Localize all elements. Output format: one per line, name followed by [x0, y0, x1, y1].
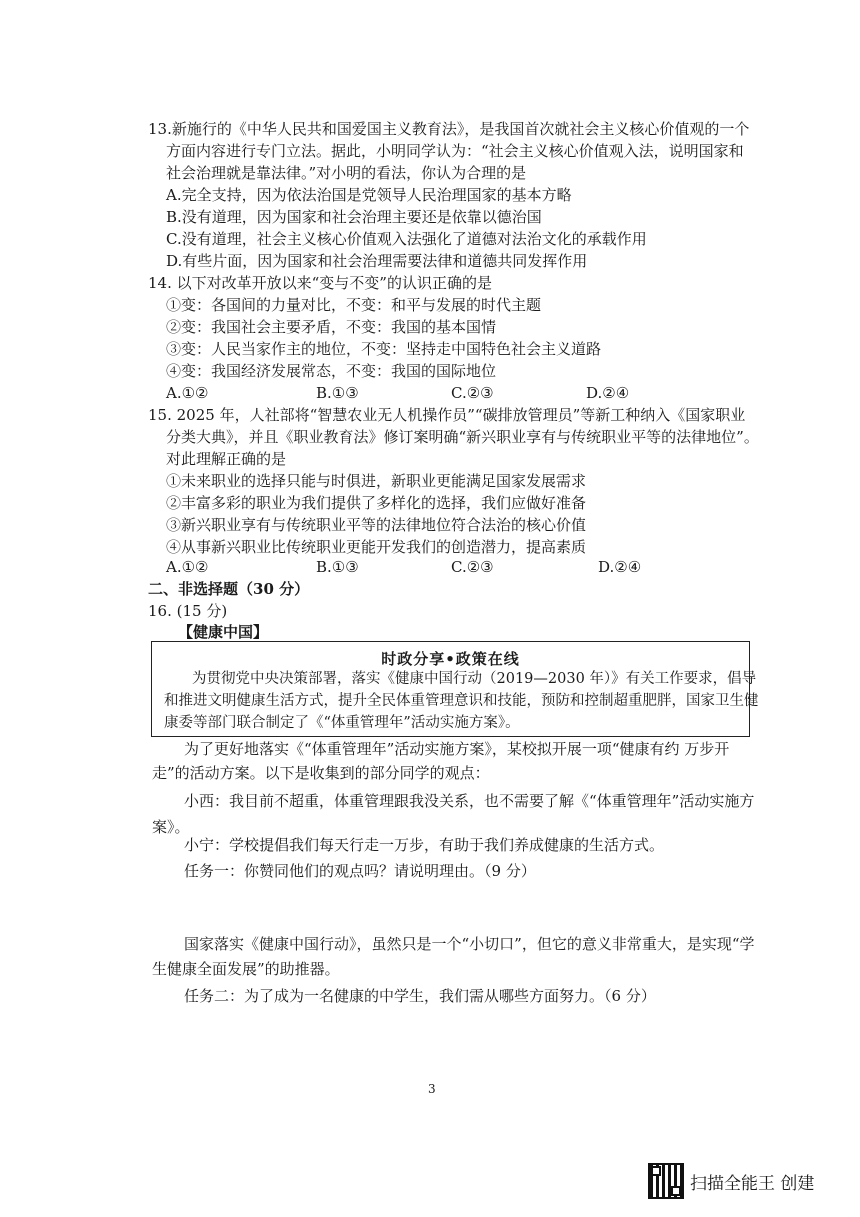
page-number: 3	[428, 1082, 436, 1096]
q14-item-3: ③变：人民当家作主的地位，不变：坚持走中国特色社会主义道路	[166, 340, 602, 358]
section-heading: 二、非选择题（30 分）	[148, 580, 310, 598]
q16-para1-line-1: 为了更好地落实《“体重管理年”活动实施方案》，某校拟开展一项“健康有约 万步开	[184, 740, 730, 758]
q13-stem-line-2: 方面内容进行专门立法。据此，小明同学认为：“社会主义核心价值观入法，说明国家和	[166, 142, 744, 160]
q13-stem-line-1: 13.新施行的《中华人民共和国爱国主义教育法》，是我国首次就社会主义核心价值观的一个	[148, 120, 750, 138]
policy-box-line-1: 为贯彻党中央决策部署，落实《健康中国行动（2019—2030 年）》有关工作要求，倡导	[192, 671, 757, 687]
q15-stem-line-1: 15. 2025 年，人社部将“智慧农业无人机操作员”“碳排放管理员”等新工种纳入《国家职业	[148, 406, 746, 424]
q15-stem-line-2: 分类大典》，并且《职业教育法》修订案明确“新兴职业享有与传统职业平等的法律地位”。	[166, 428, 759, 446]
q16-xiaoning: 小宁：学校提倡我们每天行走一万步，有助于我们养成健康的生活方式。	[184, 836, 665, 854]
q16-para2-line-1: 国家落实《健康中国行动》，虽然只是一个“小切口”，但它的意义非常重大，是实现“学	[184, 935, 755, 953]
policy-box-title: 时政分享•政策在线	[381, 650, 520, 668]
q16-para1-line-2: 走”的活动方案。以下是收集到的部分同学的观点：	[152, 764, 490, 782]
q14-option-c: C.②③	[451, 384, 494, 402]
q15-option-b: B.①③	[316, 558, 359, 576]
q16-task1: 任务一：你赞同他们的观点吗？请说明理由。（9 分）	[184, 862, 536, 880]
q16-task2: 任务二：为了成为一名健康的中学生，我们需从哪些方面努力。（6 分）	[184, 987, 656, 1005]
q15-item-4: ④从事新兴职业比传统职业更能开发我们的创造潜力，提高素质	[166, 538, 587, 556]
scanner-watermark: 扫描全能王 创建	[690, 1174, 815, 1194]
q16-heading: 【健康中国】	[178, 623, 269, 641]
q14-option-d: D.②④	[586, 384, 630, 402]
q16-xiaoxi-line-2: 案》。	[152, 818, 190, 836]
q14-option-b: B.①③	[316, 384, 359, 402]
q15-item-1: ①未来职业的选择只能与时俱进，新职业更能满足国家发展需求	[166, 472, 587, 490]
q15-stem-line-3: 对此理解正确的是	[166, 450, 287, 468]
q16-para2-line-2: 生健康全面发展”的助推器。	[152, 960, 340, 978]
policy-box	[151, 641, 759, 737]
q14-options	[166, 382, 766, 404]
q16-number: 16. (15 分)	[148, 602, 228, 620]
q14-item-4: ④变：我国经济发展常态，不变：我国的国际地位	[166, 362, 497, 380]
q13-option-a: A.完全支持，因为依法治国是党领导人民治理国家的基本方略	[166, 186, 572, 204]
q13-stem-line-3: 社会治理就是靠法律。”对小明的看法，你认为合理的是	[166, 164, 527, 182]
qr-code-icon	[648, 1163, 684, 1199]
q15-option-c: C.②③	[451, 558, 494, 576]
policy-box-line-2: 和推进文明健康生活方式，提升全民体重管理意识和技能，预防和控制超重肥胖，国家卫生健	[164, 693, 759, 709]
q15-option-a: A.①②	[166, 558, 209, 576]
q15-option-d: D.②④	[598, 558, 642, 576]
q15-item-3: ③新兴职业享有与传统职业平等的法律地位符合法治的核心价值	[166, 516, 587, 534]
q14-item-2: ②变：我国社会主要矛盾，不变：我国的基本国情	[166, 318, 497, 336]
q13-option-d: D.有些片面，因为国家和社会治理需要法律和道德共同发挥作用	[166, 252, 588, 270]
q15-item-2: ②丰富多彩的职业为我们提供了多样化的选择，我们应做好准备	[166, 494, 587, 512]
q15-options	[166, 556, 766, 578]
q13-option-c: C.没有道理，社会主义核心价值观入法强化了道德对法治文化的承载作用	[166, 230, 647, 248]
q16-xiaoxi-line-1: 小西：我目前不超重，体重管理跟我没关系，也不需要了解《“体重管理年”活动实施方	[184, 792, 755, 810]
q14-option-a: A.①②	[166, 384, 209, 402]
policy-box-line-3: 康委等部门联合制定了《“体重管理年”活动实施方案》。	[164, 715, 520, 731]
q14-stem: 14. 以下对改革开放以来“变与不变”的认识正确的是	[148, 274, 492, 292]
q13-option-b: B.没有道理，因为国家和社会治理主要还是依靠以德治国	[166, 208, 542, 226]
q14-item-1: ①变：各国间的力量对比，不变：和平与发展的时代主题	[166, 296, 542, 314]
